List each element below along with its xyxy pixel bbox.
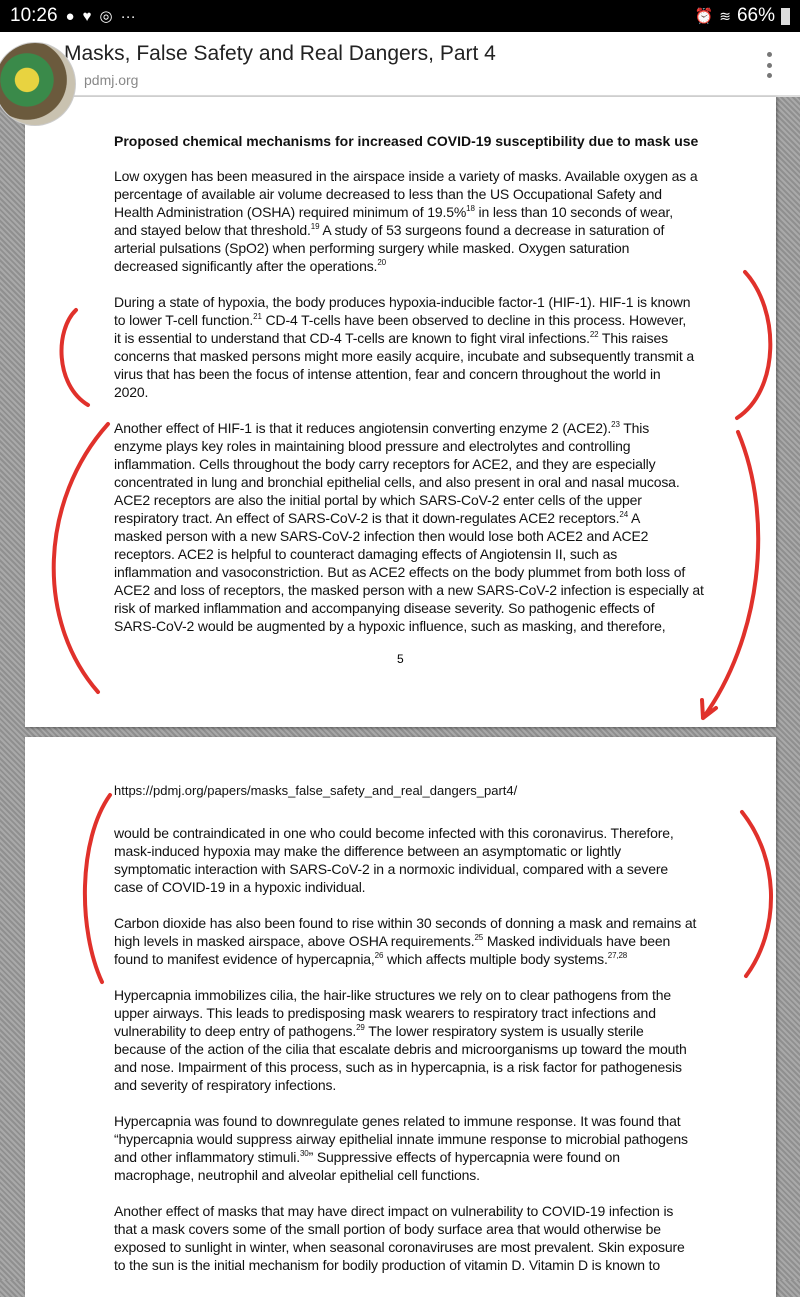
battery-percent: 66% bbox=[736, 5, 775, 26]
battery-icon bbox=[781, 8, 790, 25]
paragraph-3-line: enzyme plays key roles in maintaining blood pressure and electrolytes and controlling bbox=[114, 438, 631, 454]
paragraph-4-line: macrophage, neutrophil and alveolar epithelial cell functions. bbox=[114, 1167, 480, 1183]
paragraph-3-line: upper airways. This leads to predisposing mask wearers to respiratory tract infections and bbox=[114, 1005, 656, 1021]
paragraph-2-line: to lower T-cell function.$^{21}$ CD-4 T-cells have been observed to decline in this process. However, bbox=[114, 312, 687, 328]
paragraph-1-line: symptomatic interaction with SARS-CoV-2 in a normoxic individual, compared with a severe bbox=[114, 861, 669, 877]
more-options-icon[interactable] bbox=[764, 52, 774, 78]
paragraph-3-line: ACE2 and loss of receptors, the masked person with a new SARS-CoV-2 infection is especially at bbox=[114, 582, 704, 598]
paragraph-5-line: exposed to sunlight in winter, when seasonal coronaviruses are most prevalent. Skin exposure bbox=[114, 1239, 685, 1255]
paragraph-3-line: inflammation. Cells throughout the body carry receptors for ACE2, and they are especially bbox=[114, 456, 656, 472]
site-domain[interactable]: pdmj.org bbox=[84, 72, 139, 88]
paragraph-1-line: case of COVID-19 in a hypoxic individual. bbox=[114, 879, 366, 895]
clock: 10:26 bbox=[10, 5, 58, 26]
wifi-icon: ≋ bbox=[719, 7, 731, 24]
paragraph-3-line: risk of marked inflammation and accompanying disease severity. So pathogenic effects of bbox=[114, 600, 655, 616]
heart-icon: ♥ bbox=[82, 7, 92, 25]
paragraph-3-line: respiratory tract. An effect of SARS-CoV-2 is that it down-regulates ACE2 receptors.$^{24}$ A bbox=[114, 510, 641, 526]
paragraph-5-line: to the sun is the initial mechanism for bodily production of vitamin D. Vitamin D is known to bbox=[114, 1257, 661, 1273]
paragraph-3-line: Hypercapnia immobilizes cilia, the hair-like structures we rely on to clear pathogens from the bbox=[114, 987, 672, 1003]
paragraph-3-line: inflammation and vasoconstriction. But as ACE2 effects on the body plummet from both loss of bbox=[114, 564, 686, 580]
chat-bubble-icon: ● bbox=[65, 7, 75, 25]
paragraph-3-line: vulnerability to deep entry of pathogens.$^{29}$ The lower respiratory system is usually sterile bbox=[114, 1023, 644, 1039]
paragraph-1-line: Low oxygen has been measured in the airspace inside a variety of masks. Available oxygen as a bbox=[114, 168, 698, 184]
paragraph-1-line: mask-induced hypoxia may make the difference between an asymptomatic or lightly bbox=[114, 843, 621, 859]
page-number: 5 bbox=[397, 652, 404, 666]
paragraph-3-line: and nose. Impairment of this process, such as in hypercapnia, is a risk factor for pathogenesis bbox=[114, 1059, 682, 1075]
paragraph-4-line: and other inflammatory stimuli.$^{30}$” Suppressive effects of hypercapnia were found on bbox=[114, 1149, 620, 1165]
paragraph-5-line: that a mask covers some of the small portion of body surface area that would otherwise be bbox=[114, 1221, 661, 1237]
page-url-header: https://pdmj.org/papers/masks_false_safety_and_real_dangers_part4/ bbox=[114, 783, 518, 798]
section-heading: Proposed chemical mechanisms for increased COVID-19 susceptibility due to mask use bbox=[114, 133, 699, 149]
paragraph-2-line: it is essential to understand that CD-4 T-cells are known to fight viral infections.$^{22}$ This raises bbox=[114, 330, 668, 346]
paragraph-3-line: SARS-CoV-2 would be augmented by a hypoxic influence, such as masking, and therefore, bbox=[114, 618, 666, 634]
paragraph-2-line: 2020. bbox=[114, 384, 149, 400]
document-page-5 bbox=[25, 97, 776, 727]
paragraph-2-line: found to manifest evidence of hypercapnia,$^{26}$ which affects multiple body systems.$^{27,28}$ bbox=[114, 951, 628, 967]
paragraph-2-line: concerns that masked persons might more easily acquire, incubate and subsequently transmit a bbox=[114, 348, 694, 364]
paragraph-4-line: Hypercapnia was found to downregulate genes related to immune response. It was found that bbox=[114, 1113, 681, 1129]
paragraph-1-line: decreased significantly after the operations.$^{20}$ bbox=[114, 258, 386, 274]
paragraph-3-line: receptors. ACE2 is helpful to counteract damaging effects of Angiotensin II, such as bbox=[114, 546, 618, 562]
app-header bbox=[0, 32, 800, 97]
paragraph-3-line: because of the action of the cilia that escalate debris and microorganisms up toward the mouth bbox=[114, 1041, 687, 1057]
page-title: Masks, False Safety and Real Dangers, Part 4 bbox=[64, 42, 496, 65]
paragraph-3-line: ACE2 receptors are also the initial portal by which SARS-CoV-2 enter cells of the upper bbox=[114, 492, 642, 508]
paragraph-1-line: and stayed below that threshold.$^{19}$ A study of 53 surgeons found a decrease in saturation of bbox=[114, 222, 665, 238]
chrome-icon: ◎ bbox=[99, 8, 113, 25]
paragraph-5-line: Another effect of masks that may have direct impact on vulnerability to COVID-19 infection is bbox=[114, 1203, 674, 1219]
paragraph-2-line: virus that has been the focus of intense attention, fear and concern throughout the world in bbox=[114, 366, 661, 382]
paragraph-2-line: high levels in masked airspace, above OSHA requirements.$^{25}$ Masked individuals have been bbox=[114, 933, 671, 949]
paragraph-2-line: During a state of hypoxia, the body produces hypoxia-inducible factor-1 (HIF-1). HIF-1 is known bbox=[114, 294, 691, 310]
paragraph-3-line: and severity of respiratory infections. bbox=[114, 1077, 337, 1093]
document-page-6 bbox=[25, 737, 776, 1297]
paragraph-1-line: arterial pulsations (SpO2) when performing surgery while masked. Oxygen saturation bbox=[114, 240, 630, 256]
status-bar bbox=[0, 0, 800, 32]
paragraph-1-line: percentage of available air volume decreased to less than the US Occupational Safety and bbox=[114, 186, 662, 202]
more-dots-icon: ··· bbox=[120, 7, 136, 25]
paragraph-3-line: masked person with a new SARS-CoV-2 infection then would lose both ACE2 and ACE2 bbox=[114, 528, 649, 544]
paragraph-4-line: “hypercapnia would suppress airway epithelial innate immune response to microbial pathogens bbox=[114, 1131, 688, 1147]
paragraph-1-line: would be contraindicated in one who could become infected with this coronavirus. Therefore, bbox=[114, 825, 674, 841]
paragraph-2-line: Carbon dioxide has also been found to rise within 30 seconds of donning a mask and remains at bbox=[114, 915, 697, 931]
alarm-icon: ⏰ bbox=[694, 8, 714, 25]
paragraph-1-line: Health Administration (OSHA) required minimum of 19.5%$^{18}$ in less than 10 seconds of wear, bbox=[114, 204, 673, 220]
paragraph-3-line: Another effect of HIF-1 is that it reduces angiotensin converting enzyme 2 (ACE2).$^{23}$ This bbox=[114, 420, 650, 436]
paragraph-3-line: concentrated in lung and bronchial epithelial cells, and also present in oral and nasal mucosa. bbox=[114, 474, 680, 490]
